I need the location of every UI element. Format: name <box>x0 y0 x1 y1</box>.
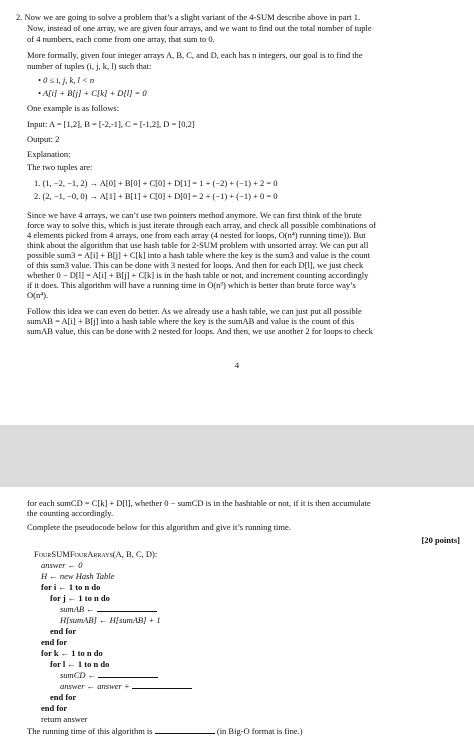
page-number: 4 <box>234 360 240 370</box>
running-time-blank[interactable] <box>155 726 215 734</box>
example-output: Output: 2 <box>27 134 60 144</box>
problem-intro-line3: of 4 numbers, each come from one array, that sum to 0. <box>27 34 215 44</box>
code-line-hash-increment: H[sumAB] ← H[sumAB] + 1 <box>60 615 161 625</box>
tuple-2: 2. (2, −1, −0, 0) → A[1] + B[1] + C[0] + D[0] = 2 + (−1) + (−1) + 0 = 0 <box>34 191 278 201</box>
problem-intro: 2. Now we are going to solve a problem that’s a slight variant of the 4-SUM describe above in part 1. <box>16 12 361 22</box>
code-line-sumcd <box>60 670 474 680</box>
para2-line1: Follow this idea we can even do better. As we already use a hash table, we can just put all possible <box>27 306 362 316</box>
code-line-end-for-i: end for <box>41 637 68 647</box>
tuple-1: 1. (1, −2, −1, 2) → A[0] + B[0] + C[0] + D[1] = 1 + (−2) + (−1) + 2 = 0 <box>34 178 278 188</box>
code-line-for-k: for k ← 1 to n do <box>41 648 103 658</box>
pseudocode-signature: FourSUMFourArrays(A, B, C, D): <box>34 549 158 559</box>
answer-accumulate-text: answer ← answer + <box>60 681 130 691</box>
sumcd-blank[interactable] <box>98 670 158 678</box>
points-label: [20 points] <box>421 535 460 545</box>
explanation-label: Explanation: <box>27 149 71 159</box>
para1-line9: O(n⁴). <box>27 290 49 300</box>
continuation-line2: the counting accordingly. <box>27 508 114 518</box>
formal-line2: number of tuples (i, j, k, l) such that: <box>27 61 152 71</box>
task-instruction: Complete the pseudocode below for this algorithm and give it’s running time. <box>27 522 291 532</box>
sumab-blank[interactable] <box>97 604 157 612</box>
code-line-return <box>41 714 474 724</box>
condition-bullet-1: • 0 ≤ i, j, k, l < n <box>38 75 95 85</box>
code-line-for-l: for l ← 1 to n do <box>50 659 110 669</box>
para2-line3: sumAB value, this can be done with 2 nested for loops. And then, we use another 2 for loops to check <box>27 326 373 336</box>
para1-line7: whether 0 − D[l] = A[i] + B[j] + C[k] is in the hash table or not, and increment counting accordingly <box>27 270 369 280</box>
page-separator <box>0 425 474 487</box>
return-text: return answer <box>41 714 88 724</box>
code-line-for-j: for j ← 1 to n do <box>50 593 110 603</box>
sumcd-assign-text: sumCD ← <box>60 670 97 680</box>
document-page-5 <box>0 487 474 742</box>
para1-line5: possible sum3 = A[i] + B[j] + C[k] into a hash table where the key is the sum3 and value is the count <box>27 250 370 260</box>
para1-line3: 4 elements picked from 4 arrays, one from each array (4 nested for loops, O(n⁴) running time)). But <box>27 230 366 240</box>
tuples-label: The two tuples are: <box>27 162 93 172</box>
sumab-assign-text: sumAB ← <box>60 604 95 614</box>
para2-line2: sumAB = A[i] + B[j] into a hash table where the key is the sumAB and value is the count of this <box>27 316 355 326</box>
para1-line8: if it does. This algorithm will have a running time in O(n³) which is better than brute force way’s <box>27 280 356 290</box>
code-line-hash-init: H ← new Hash Table <box>41 571 115 581</box>
code-line-sumab <box>60 604 474 614</box>
example-label: One example is as follows: <box>27 103 120 113</box>
para1-line2: force way to solve this, which is just iterate through each array, and check all possible combinations of <box>27 220 377 230</box>
code-line-answer-init: answer ← 0 <box>41 560 83 570</box>
code-line-end-for-j: end for <box>50 626 77 636</box>
para1-line1: Since we have 4 arrays, we can’t use two pointers method anymore. We can first think of the brute <box>27 210 362 220</box>
code-line-end-for-l: end for <box>50 692 77 702</box>
continuation-line1: for each sumCD = C[k] + D[l], whether 0 − sumCD is in the hashtable or not, if it is then accumulate <box>27 498 371 508</box>
problem-intro-line2: Now, instead of one array, we are given four arrays, and we want to find out the total number of tuple <box>27 23 372 33</box>
answer-blank[interactable] <box>132 681 192 689</box>
running-time-question <box>27 726 473 736</box>
code-line-for-i: for i ← 1 to n do <box>41 582 101 592</box>
code-line-end-for-k: end for <box>41 703 68 713</box>
example-input: Input: A = [1,2], B = [-2,-1], C = [-1,2], D = [0,2] <box>27 119 195 129</box>
condition-bullet-2: • A[i] + B[j] + C[k] + D[l] = 0 <box>38 88 147 98</box>
formal-line1: More formally, given four integer arrays A, B, C, and D, each has n integers, our goal is to find the <box>27 50 363 60</box>
para1-line4: think about the algorithm that use hash table for 2-SUM problem with unsorted array. We can put all <box>27 240 369 250</box>
running-time-prefix: The running time of this algorithm is <box>27 726 153 736</box>
running-time-suffix: (in Big-O format is fine.) <box>216 726 303 736</box>
code-line-answer-accumulate <box>60 681 474 691</box>
para1-line6: of this sum3 value. This can be done with 3 nested for loops. And then for each D[l], we just check <box>27 260 364 270</box>
